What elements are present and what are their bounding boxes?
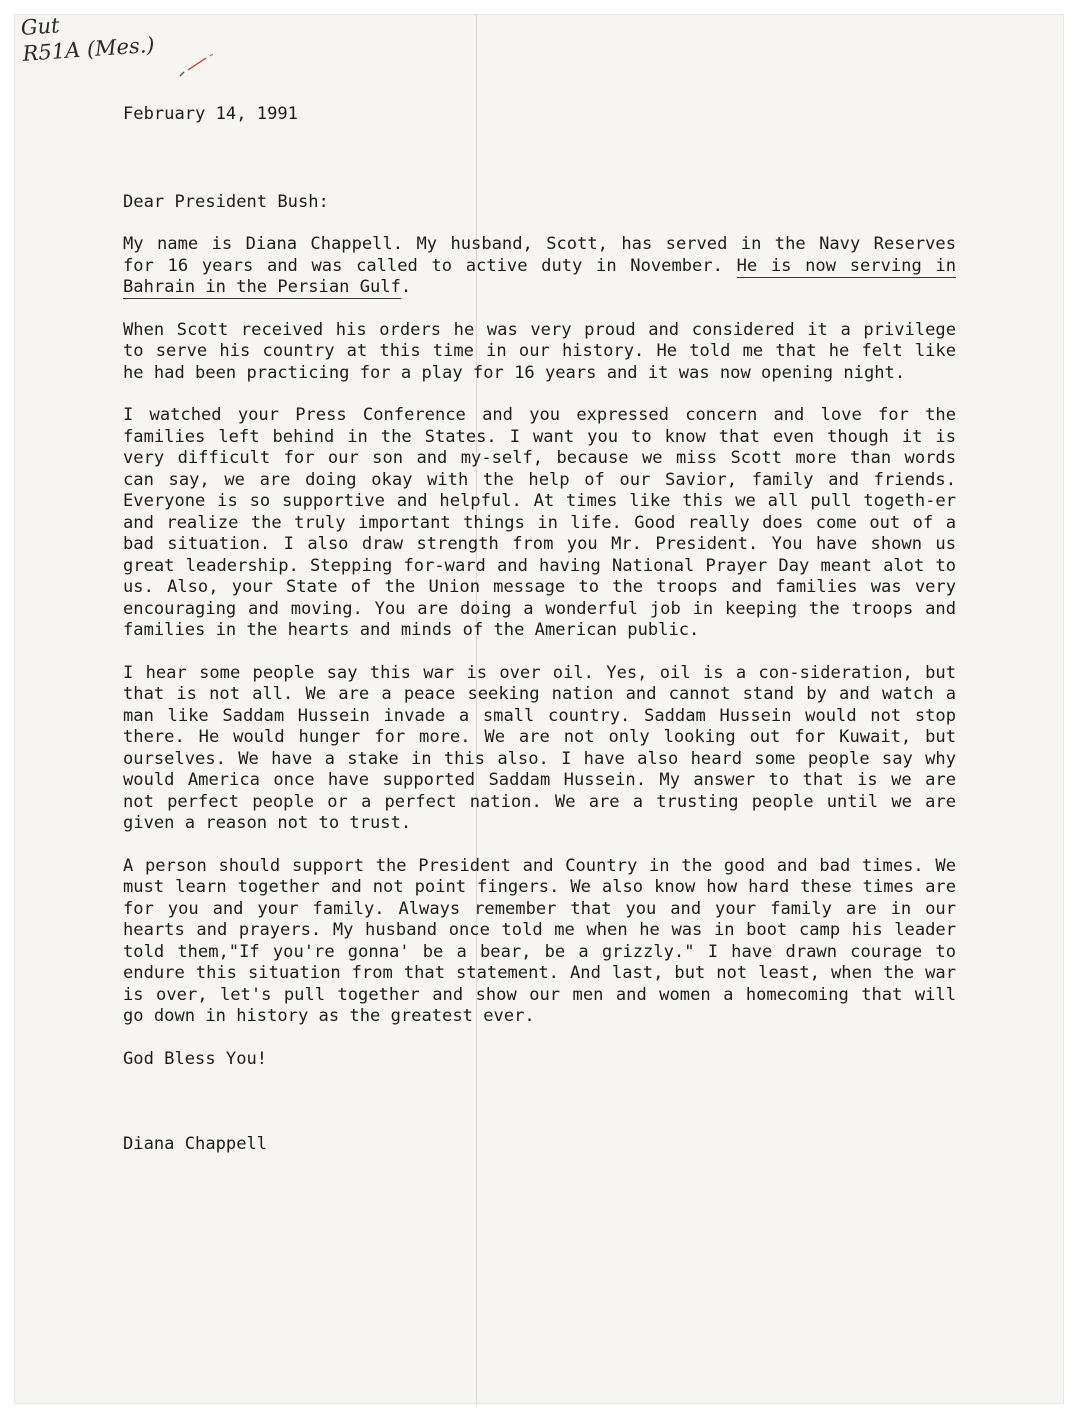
paragraph-2: When Scott received his orders he was very proud and considered it a privilege to serve his country at this time in our history. He told me that he felt like he had been practicing for a play for 16 years and it was now opening night. <box>123 319 956 383</box>
letter-body <box>123 104 956 1156</box>
pen-stroke-mark <box>176 52 216 82</box>
annotation-line-1: Gut <box>20 13 61 40</box>
paragraph-1 <box>123 234 956 299</box>
paragraph-4: I hear some people say this war is over oil. Yes, oil is a con-sideration, but that is not all. We are a peace seeking nation and cannot stand by and watch a man like Saddam Hussein invade a small country. Saddam Hussein would not stop there. He would hunger for more. We are not only looking out for Kuwait, but ourselves. We have a stake in this also. I have also heard some people say why would America once have supported Saddam Hussein. My answer to that is we are not perfect people or a perfect nation. We are a trusting people until we are given a reason not to trust. <box>123 662 956 833</box>
paragraph-1-end: . <box>400 277 412 297</box>
handwritten-file-annotation <box>20 7 155 66</box>
letter-closing: God Bless You! <box>123 1048 268 1069</box>
letter-salutation: Dear President Bush: <box>123 191 329 212</box>
annotation-line-2: R51A (Mes.) <box>21 32 156 66</box>
underlined-phrase: He is now serving in Bahrain in the Persian Gulf <box>123 255 956 297</box>
paragraph-1-text: My name is Diana Chappell. My husband, Scott, has served in the Navy Reserves for 16 years and was called to active duty in November. <box>123 234 956 276</box>
letter-date: February 14, 1991 <box>123 104 298 124</box>
letter-signature: Diana Chappell <box>123 1134 268 1154</box>
paragraph-5: A person should support the President and Country in the good and bad times. We must learn together and not point fingers. We also know how hard these times are for you and your family. Always remember that you and your family are in our hearts and prayers. My husband once told me when he was in boot camp his leader told them,"If you're gonna' be a bear, be a grizzly." I have drawn courage to endure this situation from that statement. And last, but not least, when the war is over, let's pull together and show our men and women a homecoming that will go down in history as the greatest ever. <box>123 855 956 1026</box>
paragraph-3: I watched your Press Conference and you expressed concern and love for the families left behind in the States. I want you to know that even though it is very difficult for our son and my-self, because we miss Scott more than words can say, we are doing okay with the help of our Savior, family and friends. Everyone is so supportive and helpful. At times like this we all pull togeth-er and realize the truly important things in life. Good really does come out of a bad situation. I also draw strength from you Mr. President. You have shown us great leadership. Stepping for-ward and having National Prayer Day meant alot to us. Also, your State of the Union message to the troops and families was very encouraging and moving. You are doing a wonderful job in keeping the troops and families in the hearts and minds of the American public. <box>123 405 956 640</box>
